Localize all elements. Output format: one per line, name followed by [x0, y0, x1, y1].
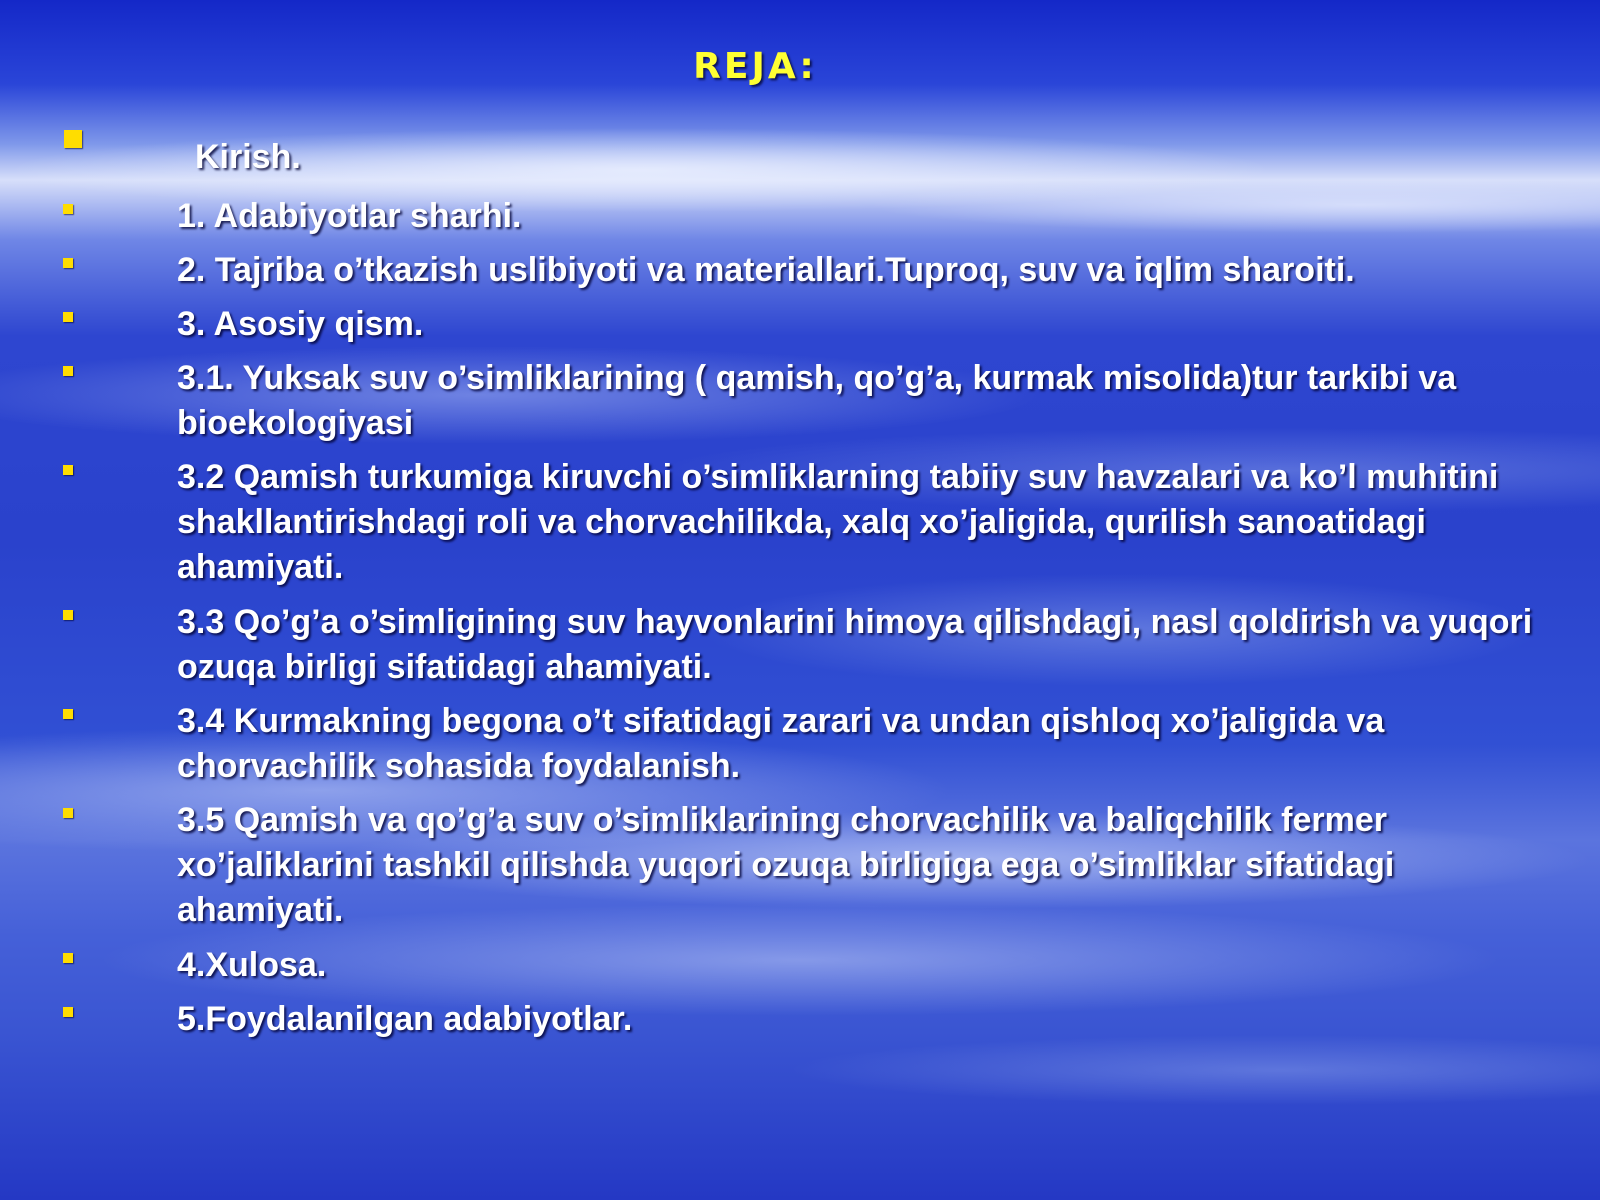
square-bullet-icon: [63, 953, 73, 963]
list-item: [0, 248, 1600, 302]
square-bullet-icon: [63, 258, 73, 268]
square-bullet-icon: [63, 709, 73, 719]
list-item-text: 3.4 Kurmakning begona o’t sifatidagi zarari va undan qishloq xo’jaligida va chorvachilik sohasida foydalanish.: [177, 702, 1385, 785]
square-bullet-icon: [63, 204, 73, 214]
list-item-text: 3.2 Qamish turkumiga kiruvchi o’simliklarning tabiiy suv havzalari va ko’l muhitini shakllantirishdagi roli va chorvachilikda, xalq xo’jaligida, qurilish sanoatidagi ahamiyati.: [177, 458, 1499, 586]
list-item: [0, 798, 1600, 943]
square-bullet-icon: [63, 366, 73, 376]
list-item: [0, 194, 1600, 248]
list-item: [0, 356, 1600, 455]
list-item: [0, 600, 1600, 699]
list-item-text: 4.Xulosa.: [177, 946, 327, 984]
square-bullet-icon: [63, 808, 73, 818]
list-item: [0, 455, 1600, 600]
list-item-text: 1. Adabiyotlar sharhi.: [177, 197, 522, 235]
list-item: [0, 302, 1600, 356]
list-item: [0, 699, 1600, 798]
list-item: [0, 997, 1600, 1051]
list-item: [0, 130, 1600, 194]
list-item-text: 3. Asosiy qism.: [177, 305, 424, 343]
square-bullet-icon: [64, 130, 82, 148]
slide-title: REJA:: [693, 46, 817, 87]
square-bullet-icon: [63, 1007, 73, 1017]
square-bullet-icon: [63, 312, 73, 322]
square-bullet-icon: [63, 465, 73, 475]
list-item-text: Kirish.: [195, 138, 301, 176]
outline-list: [0, 130, 1600, 1051]
list-item-text: 3.5 Qamish va qo’g’a suv o’simliklarining chorvachilik va baliqchilik fermer xo’jaliklarini tashkil qilishda yuqori ozuqa birligiga ega o’simliklar sifatidagi ahamiyati.: [177, 801, 1395, 929]
list-item-text: 3.1. Yuksak suv o’simliklarining ( qamish, qo’g’a, kurmak misolida)tur tarkibi va bioekologiyasi: [177, 359, 1457, 442]
list-item-text: 3.3 Qo’g’a o’simligining suv hayvonlarini himoya qilishdagi, nasl qoldirish va yuqori ozuqa birligi sifatidagi ahamiyati.: [177, 603, 1533, 686]
square-bullet-icon: [63, 610, 73, 620]
list-item-text: 2. Tajriba o’tkazish uslibiyoti va materiallari.Tuproq, suv va iqlim sharoiti.: [177, 251, 1355, 289]
list-item-text: 5.Foydalanilgan adabiyotlar.: [177, 1000, 633, 1038]
list-item: [0, 943, 1600, 997]
